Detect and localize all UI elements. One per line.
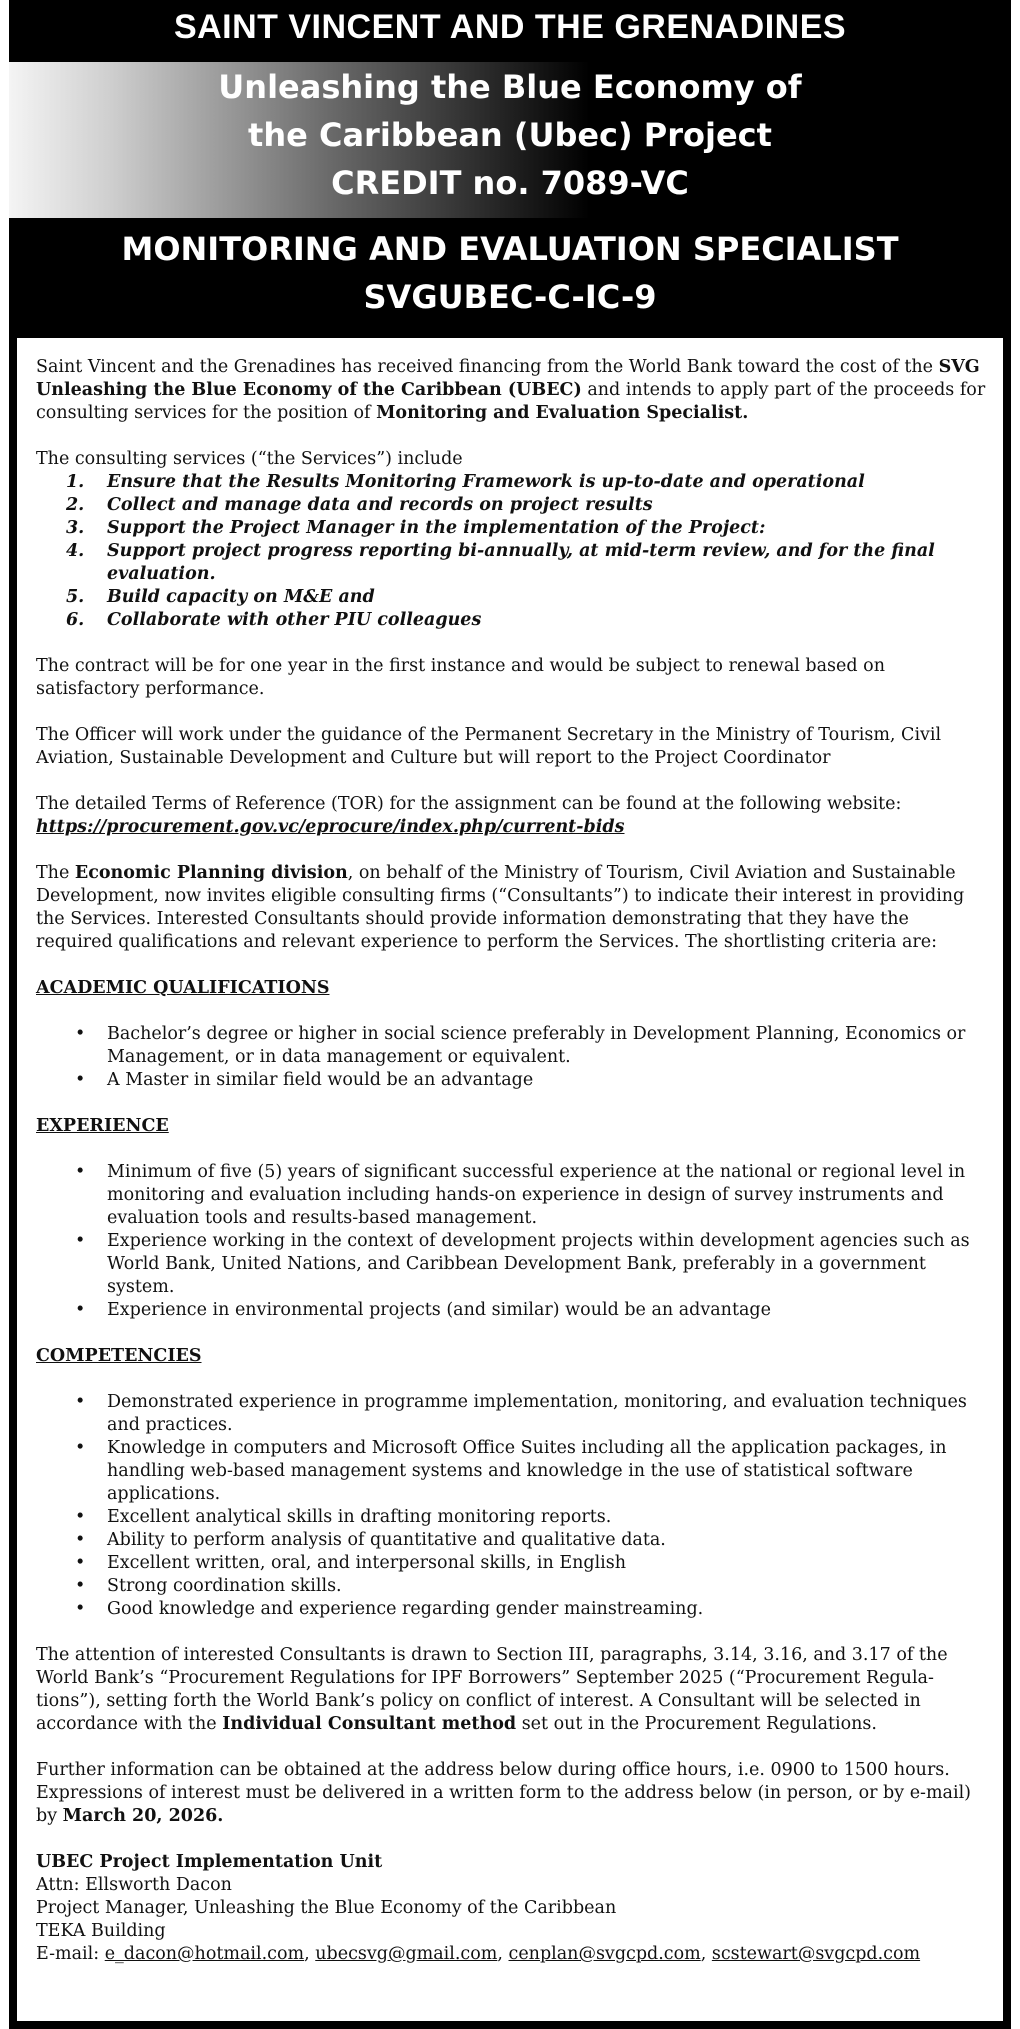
tor-link[interactable]: https://procurement.gov.vc/eprocure/index.php/current-bids [36, 817, 625, 837]
regulations-paragraph [36, 1644, 988, 1736]
item-text: Experience working in the context of development projects within development agencies such as World Bank, United Nations, and Caribbean Development Bank, preferably in a government system. [107, 1231, 970, 1297]
project-name: SVG Unleashing the Blue Economy of the Caribbean (UBEC) [36, 357, 980, 400]
item-number: 1. [66, 472, 85, 492]
intro-text-2: and intends to apply part of the proceeds for consulting services for the position of [36, 380, 986, 423]
list-item: • Knowledge in computers and Microsoft Office Suites including all the application packages, in handling web-based management systems and knowledge in the use of statistical software applications. [75, 1438, 947, 1504]
contact-role: Project Manager, Unleashing the Blue Economy of the Caribbean [36, 1898, 617, 1918]
item-text: Build capacity on M&E and [107, 587, 375, 607]
item-text: Experience in environmental projects (and similar) would be an advantage [107, 1300, 771, 1320]
project-banner [9, 62, 1011, 218]
item-text: Minimum of five (5) years of significant successful experience at the national or regional level in monitoring and evaluation including hands-on experience in design of survey instruments and evaluation tools and results-based management. [107, 1162, 966, 1228]
invitation-text-2: , on behalf of the Ministry of Tourism, Civil Aviation and Sustainable Development, now invites eligible consulting firms (“Consultants”) to indicate their interest in providing the Services. Interested Consultants should provide information demonstrating that they have the required qualifications and relevant experience to perform the Services. The shortlisting criteria are: [36, 863, 965, 952]
item-text: Excellent analytical skills in drafting monitoring reports. [107, 1507, 612, 1527]
tor-paragraph: The detailed Terms of Reference (TOR) for the assignment can be found at the following website: [36, 794, 902, 814]
contact-emails [36, 1943, 988, 1966]
contact-building: TEKA Building [36, 1921, 166, 1941]
deadline-paragraph [36, 1759, 988, 1828]
item-text: Good knowledge and experience regarding gender mainstreaming. [107, 1599, 704, 1619]
contract-paragraph: The contract will be for one year in the first instance and would be subject to renewal based on satisfactory performance. [36, 656, 885, 699]
email-link[interactable]: scstewart@svgcpd.com [711, 1944, 921, 1964]
list-item: • Ability to perform analysis of quantitative and qualitative data. [75, 1530, 666, 1550]
intro-text-1: Saint Vincent and the Grenadines has received financing from the World Bank toward the cost of the [36, 357, 939, 377]
item-number: 2. [66, 495, 85, 515]
item-number: 3. [66, 518, 85, 538]
email-label: E-mail: [36, 1944, 105, 1964]
list-item: • A Master in similar field would be an advantage [75, 1070, 534, 1090]
list-item [36, 517, 988, 540]
item-text: Collaborate with other PIU colleagues [107, 610, 482, 630]
item-text: Demonstrated experience in programme implementation, monitoring, and evaluation techniques and practices. [107, 1392, 967, 1435]
position-name: Monitoring and Evaluation Specialist. [376, 403, 749, 423]
item-text: Ensure that the Results Monitoring Framework is up-to-date and operational [107, 472, 865, 492]
invitation-paragraph [36, 862, 988, 954]
deadline-text: Further information can be obtained at the address below during office hours, i.e. 0900 to 1500 hours. Expressions of interest must be delivered in a written form to the address below (in person, or by e-mail) by [36, 1760, 972, 1826]
regulations-text-1: The attention of interested Consultants is drawn to Section III, paragraphs, 3.14, 3.16, and 3.17 of the World Bank’s “Procurement Regulations for IPF Borrowers” September 2025 (“Procurement Regula-tions”), setting forth the World Bank’s policy on conflict of interest. A Consultant will be selected in accordance with the [36, 1645, 948, 1734]
selection-method: Individual Consultant method [222, 1714, 517, 1734]
country-title: SAINT VINCENT AND THE GRENADINES [173, 8, 847, 46]
project-title-line2: the Caribbean (Ubec) Project [248, 116, 772, 154]
separator: , [700, 1944, 712, 1964]
notice-body [17, 338, 1003, 2021]
list-item: • Experience working in the context of development projects within development agencies such as World Bank, United Nations, and Caribbean Development Bank, preferably in a government system. [75, 1231, 970, 1297]
officer-paragraph: The Officer will work under the guidance of the Permanent Secretary in the Ministry of Tourism, Civil Aviation, Sustainable Development and Culture but will report to the Project Coordinator [36, 725, 942, 768]
list-item: • Excellent written, oral, and interpersonal skills, in English [75, 1553, 627, 1573]
contact-unit: UBEC Project Implementation Unit [36, 1852, 383, 1872]
separator: , [497, 1944, 509, 1964]
list-item: • Strong coordination skills. [75, 1576, 342, 1596]
list-item [36, 586, 988, 609]
email-link[interactable]: ubecsvg@gmail.com [315, 1944, 498, 1964]
experience-heading: EXPERIENCE [36, 1116, 169, 1136]
contact-attn: Attn: Ellsworth Dacon [36, 1875, 232, 1895]
deadline-date: March 20, 2026. [62, 1806, 224, 1826]
experience-list [36, 1161, 988, 1322]
academic-list [36, 1023, 988, 1092]
list-item [36, 540, 988, 586]
item-text: Support project progress reporting bi-annually, at mid-term review, and for the final evaluation. [107, 541, 935, 584]
item-number: 5. [66, 587, 85, 607]
list-item: • Bachelor’s degree or higher in social science preferably in Development Planning, Economics or Management, or in data management or equivalent. [75, 1024, 966, 1067]
position-title: MONITORING AND EVALUATION SPECIALIST [121, 230, 899, 268]
invitation-text-1: The [36, 863, 75, 883]
separator: , [304, 1944, 316, 1964]
item-text: Knowledge in computers and Microsoft Office Suites including all the application packages, in handling web-based management systems and knowledge in the use of statistical software applications. [107, 1438, 947, 1504]
project-title-line1: Unleashing the Blue Economy of [218, 68, 802, 106]
item-number: 6. [66, 610, 85, 630]
advertisement-frame [9, 0, 1011, 2029]
division-name: Economic Planning division [74, 863, 348, 883]
list-item: • Experience in environmental projects (and similar) would be an advantage [75, 1300, 771, 1320]
item-text: Strong coordination skills. [107, 1576, 342, 1596]
intro-paragraph [36, 356, 988, 425]
email-link[interactable]: cenplan@svgcpd.com [508, 1944, 701, 1964]
list-item: • Excellent analytical skills in drafting monitoring reports. [75, 1507, 612, 1527]
item-text: Collect and manage data and records on project results [107, 495, 653, 515]
regulations-text-2: set out in the Procurement Regulations. [516, 1714, 877, 1734]
item-text: Support the Project Manager in the implementation of the Project: [107, 518, 766, 538]
header-banner [9, 0, 1011, 338]
item-text: Excellent written, oral, and interpersonal skills, in English [107, 1553, 627, 1573]
services-list [36, 471, 988, 632]
academic-heading: ACADEMIC QUALIFICATIONS [36, 978, 330, 998]
item-number: 4. [66, 541, 85, 561]
services-lead: The consulting services (“the Services”) include [36, 449, 463, 469]
item-text: Bachelor’s degree or higher in social science preferably in Development Planning, Economics or Management, or in data management or equivalent. [107, 1024, 966, 1067]
list-item: • Good knowledge and experience regarding gender mainstreaming. [75, 1599, 704, 1619]
competencies-list [36, 1391, 988, 1621]
competencies-heading: COMPETENCIES [36, 1346, 202, 1366]
credit-number: CREDIT no. 7089-VC [331, 164, 689, 202]
item-text: Ability to perform analysis of quantitative and qualitative data. [107, 1530, 666, 1550]
item-text: A Master in similar field would be an advantage [107, 1070, 534, 1090]
list-item [36, 609, 988, 632]
list-item [36, 494, 988, 517]
list-item: • Demonstrated experience in programme implementation, monitoring, and evaluation techniques and practices. [75, 1392, 967, 1435]
list-item [36, 471, 988, 494]
email-link[interactable]: e_dacon@hotmail.com [104, 1944, 305, 1964]
reference-number: SVGUBEC-C-IC-9 [363, 278, 657, 316]
list-item: • Minimum of five (5) years of significant successful experience at the national or regional level in monitoring and evaluation including hands-on experience in design of survey instruments and evaluation tools and results-based management. [75, 1162, 966, 1228]
